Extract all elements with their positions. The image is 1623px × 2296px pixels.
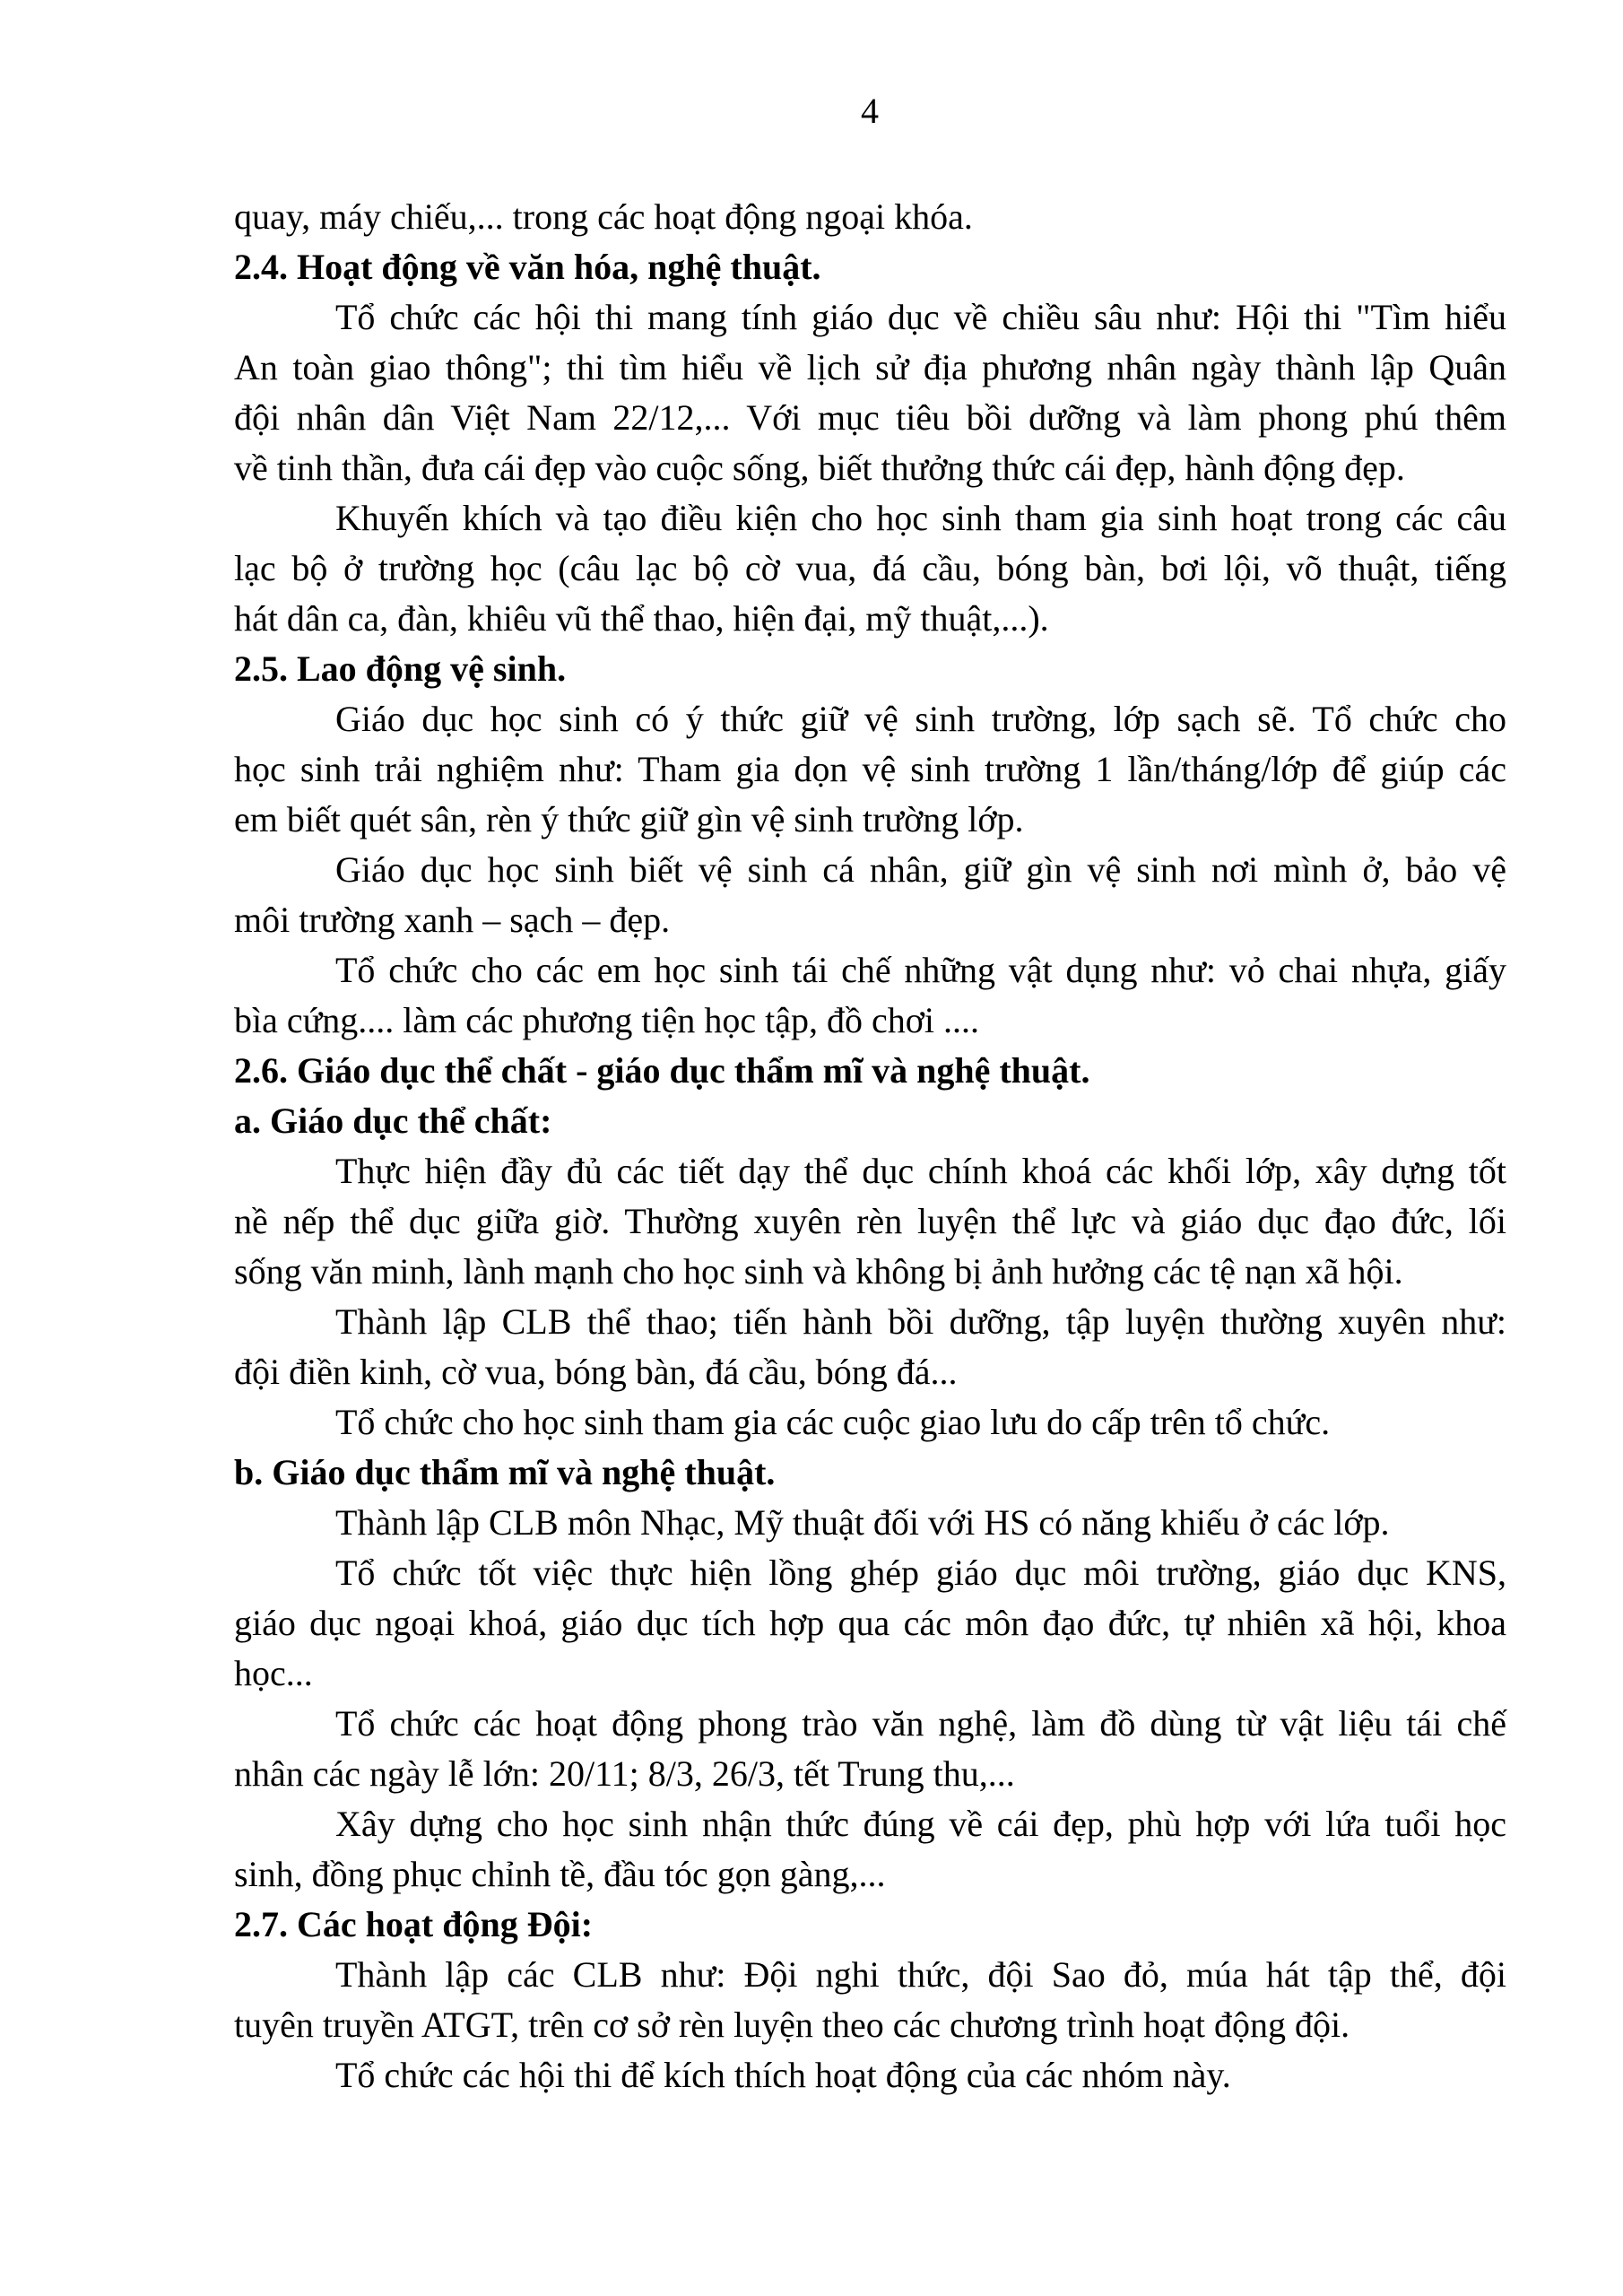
text-line: sinh, đồng phục chỉnh tề, đầu tóc gọn gàng,... xyxy=(234,1854,886,1894)
text-line: nề nếp thể dục giữa giờ. Thường xuyên rèn luyện thể lực và giáo dục đạo đức, lối xyxy=(234,1201,1506,1241)
text-line: Tổ chức các hoạt động phong trào văn nghệ, làm đồ dùng từ vật liệu tái chế xyxy=(335,1703,1506,1744)
text-line: môi trường xanh – sạch – đẹp. xyxy=(234,900,671,940)
text-line: học... xyxy=(234,1653,313,1693)
document-body xyxy=(234,192,1506,2100)
section-heading: 2.7. Các hoạt động Đội: xyxy=(234,1904,594,1944)
text-line: Giáo dục học sinh có ý thức giữ vệ sinh trường, lớp sạch sẽ. Tổ chức cho xyxy=(335,699,1506,739)
text-line: Tổ chức cho học sinh tham gia các cuộc giao lưu do cấp trên tổ chức. xyxy=(335,1402,1331,1442)
text-line: học sinh trải nghiệm như: Tham gia dọn vệ sinh trường 1 lần/tháng/lớp để giúp các xyxy=(234,749,1506,789)
text-line: em biết quét sân, rèn ý thức giữ gìn vệ sinh trường lớp. xyxy=(234,799,1024,839)
text-line: Khuyến khích và tạo điều kiện cho học sinh tham gia sinh hoạt trong các câu xyxy=(335,498,1506,538)
text-line: Tổ chức các hội thi mang tính giáo dục về chiều sâu như: Hội thi "Tìm hiểu xyxy=(335,297,1506,337)
text-line: nhân các ngày lễ lớn: 20/11; 8/3, 26/3, tết Trung thu,... xyxy=(234,1753,1015,1794)
text-line: quay, máy chiếu,... trong các hoạt động ngoại khóa. xyxy=(234,196,973,237)
text-line: Giáo dục học sinh biết vệ sinh cá nhân, giữ gìn vệ sinh nơi mình ở, bảo vệ xyxy=(335,849,1506,890)
text-line: lạc bộ ở trường học (câu lạc bộ cờ vua, đá cầu, bóng bàn, bơi lội, võ thuật, tiếng xyxy=(234,548,1506,588)
text-line: Tổ chức các hội thi để kích thích hoạt động của các nhóm này. xyxy=(335,2055,1231,2095)
text-line: về tinh thần, đưa cái đẹp vào cuộc sống, biết thưởng thức cái đẹp, hành động đẹp. xyxy=(234,448,1405,488)
section-heading: a. Giáo dục thể chất: xyxy=(234,1100,552,1141)
section-heading: 2.4. Hoạt động về văn hóa, nghệ thuật. xyxy=(234,247,821,287)
text-line: đội điền kinh, cờ vua, bóng bàn, đá cầu, bóng đá... xyxy=(234,1352,958,1392)
text-line: đội nhân dân Việt Nam 22/12,... Với mục tiêu bồi dưỡng và làm phong phú thêm xyxy=(234,397,1506,438)
section-heading: b. Giáo dục thẩm mĩ và nghệ thuật. xyxy=(234,1452,776,1492)
section-heading: 2.6. Giáo dục thể chất - giáo dục thẩm mĩ và nghệ thuật. xyxy=(234,1050,1090,1091)
text-line: sống văn minh, lành mạnh cho học sinh và không bị ảnh hưởng các tệ nạn xã hội. xyxy=(234,1251,1403,1292)
text-line: Thành lập các CLB như: Đội nghi thức, đội Sao đỏ, múa hát tập thể, đội xyxy=(335,1954,1506,1995)
text-line: hát dân ca, đàn, khiêu vũ thể thao, hiện đại, mỹ thuật,...). xyxy=(234,598,1049,639)
text-line: Xây dựng cho học sinh nhận thức đúng về cái đẹp, phù hợp với lứa tuổi học xyxy=(335,1804,1506,1844)
text-line: Thực hiện đầy đủ các tiết dạy thể dục chính khoá các khối lớp, xây dựng tốt xyxy=(335,1151,1506,1191)
section-heading: 2.5. Lao động vệ sinh. xyxy=(234,648,567,689)
text-line: giáo dục ngoại khoá, giáo dục tích hợp qua các môn đạo đức, tự nhiên xã hội, khoa xyxy=(234,1603,1506,1643)
text-line: tuyên truyền ATGT, trên cơ sở rèn luyện theo các chương trình hoạt động đội. xyxy=(234,2005,1350,2045)
text-line: Tổ chức cho các em học sinh tái chế những vật dụng như: vỏ chai nhựa, giấy xyxy=(335,950,1506,990)
text-line: An toàn giao thông"; thi tìm hiểu về lịch sử địa phương nhân ngày thành lập Quân xyxy=(234,347,1506,387)
text-line: Tổ chức tốt việc thực hiện lồng ghép giáo dục môi trường, giáo dục KNS, xyxy=(335,1552,1506,1593)
text-line: Thành lập CLB môn Nhạc, Mỹ thuật đối với HS có năng khiếu ở các lớp. xyxy=(335,1502,1390,1543)
text-line: bìa cứng.... làm các phương tiện học tập, đồ chơi .... xyxy=(234,1000,979,1040)
text-line: Thành lập CLB thể thao; tiến hành bồi dưỡng, tập luyện thường xuyên như: xyxy=(335,1301,1506,1342)
page-number: 4 xyxy=(861,91,879,131)
